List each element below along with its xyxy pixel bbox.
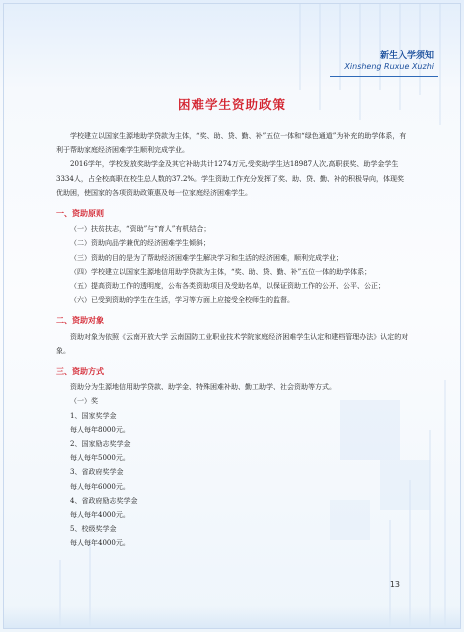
section-heading: 三、资助方式 bbox=[56, 367, 104, 377]
principle-item: （二）资助向品学兼优的经济困难学生倾斜； bbox=[70, 239, 210, 248]
document-title: 困难学生资助政策 bbox=[177, 97, 286, 112]
award-name: 3、省政府奖学金 bbox=[70, 468, 124, 477]
subsection-label: （一）奖 bbox=[70, 397, 98, 406]
section-text: 资助对象为依照《云南开放大学 云南国防工业职业技术学院家庭经济困难学生认定和建档管理办法》认定的对象。 bbox=[56, 332, 409, 355]
award-name: 2、国家励志奖学金 bbox=[70, 440, 131, 449]
section-heading: 一、资助原则 bbox=[56, 209, 104, 219]
award-amount: 每人每年5000元。 bbox=[70, 454, 130, 463]
award-name: 4、省政府励志奖学金 bbox=[70, 496, 138, 505]
section-heading: 二、资助对象 bbox=[56, 316, 104, 326]
award-amount: 每人每年6000元。 bbox=[70, 482, 130, 491]
award-amount: 每人每年4000元。 bbox=[70, 539, 130, 548]
award-amount: 每人每年8000元。 bbox=[70, 425, 130, 434]
header-title: 新生入学须知 bbox=[379, 51, 434, 61]
bottom-band bbox=[4, 606, 460, 628]
principle-item: （一）扶贫扶志，“资助”与“育人”有机结合； bbox=[70, 225, 211, 234]
section-text: 资助分为生源地信用助学贷款、助学金、特殊困难补助、勤工助学、社会资助等方式。 bbox=[70, 383, 336, 392]
document-body bbox=[56, 129, 409, 551]
header-rule bbox=[330, 76, 438, 77]
header-subtitle: Xinsheng Ruxue Xuzhi bbox=[344, 62, 434, 71]
principle-item: （四）学校建立以国家生源地信用助学贷款为主体，“奖、助、贷、勤、补”五位一体的助学体系； bbox=[70, 267, 372, 276]
principle-item: （六）已受到资助的学生在生活，学习等方面上应接受全校师生的监督。 bbox=[70, 296, 294, 305]
intro-paragraph: 2016学年，学校发放奖助学金及其它补助共计1274万元,受奖助学生达18987人次,高职获奖、助学金学生3334人，占全校高职在校生总人数的37.2%。学生资助工作充分发挥了奖、助、贷、勤、补的积极导向，体现奖优助困，使国家的各项资助政策惠及每一位家庭经济困难学生。 bbox=[56, 160, 405, 197]
award-amount: 每人每年4000元。 bbox=[70, 511, 130, 520]
award-name: 5、校级奖学金 bbox=[70, 525, 117, 534]
intro-paragraph: 学校建立以国家生源地助学贷款为主体，“奖、助、贷、勤、补”五位一体和“绿色通道”为补充的助学体系，有利于帮助家庭经济困难学生顺利完成学业。 bbox=[56, 132, 407, 155]
principle-item: （五）提高资助工作的透明度，公布各类资助项目及受助名单，以保证资助工作的公开、公平、公正； bbox=[70, 282, 385, 291]
page-number: 13 bbox=[389, 580, 400, 589]
principle-item: （三）资助的目的是为了帮助经济困难学生解决学习和生活的经济困难，顺利完成学业； bbox=[70, 253, 343, 262]
award-name: 1、国家奖学金 bbox=[70, 411, 117, 420]
